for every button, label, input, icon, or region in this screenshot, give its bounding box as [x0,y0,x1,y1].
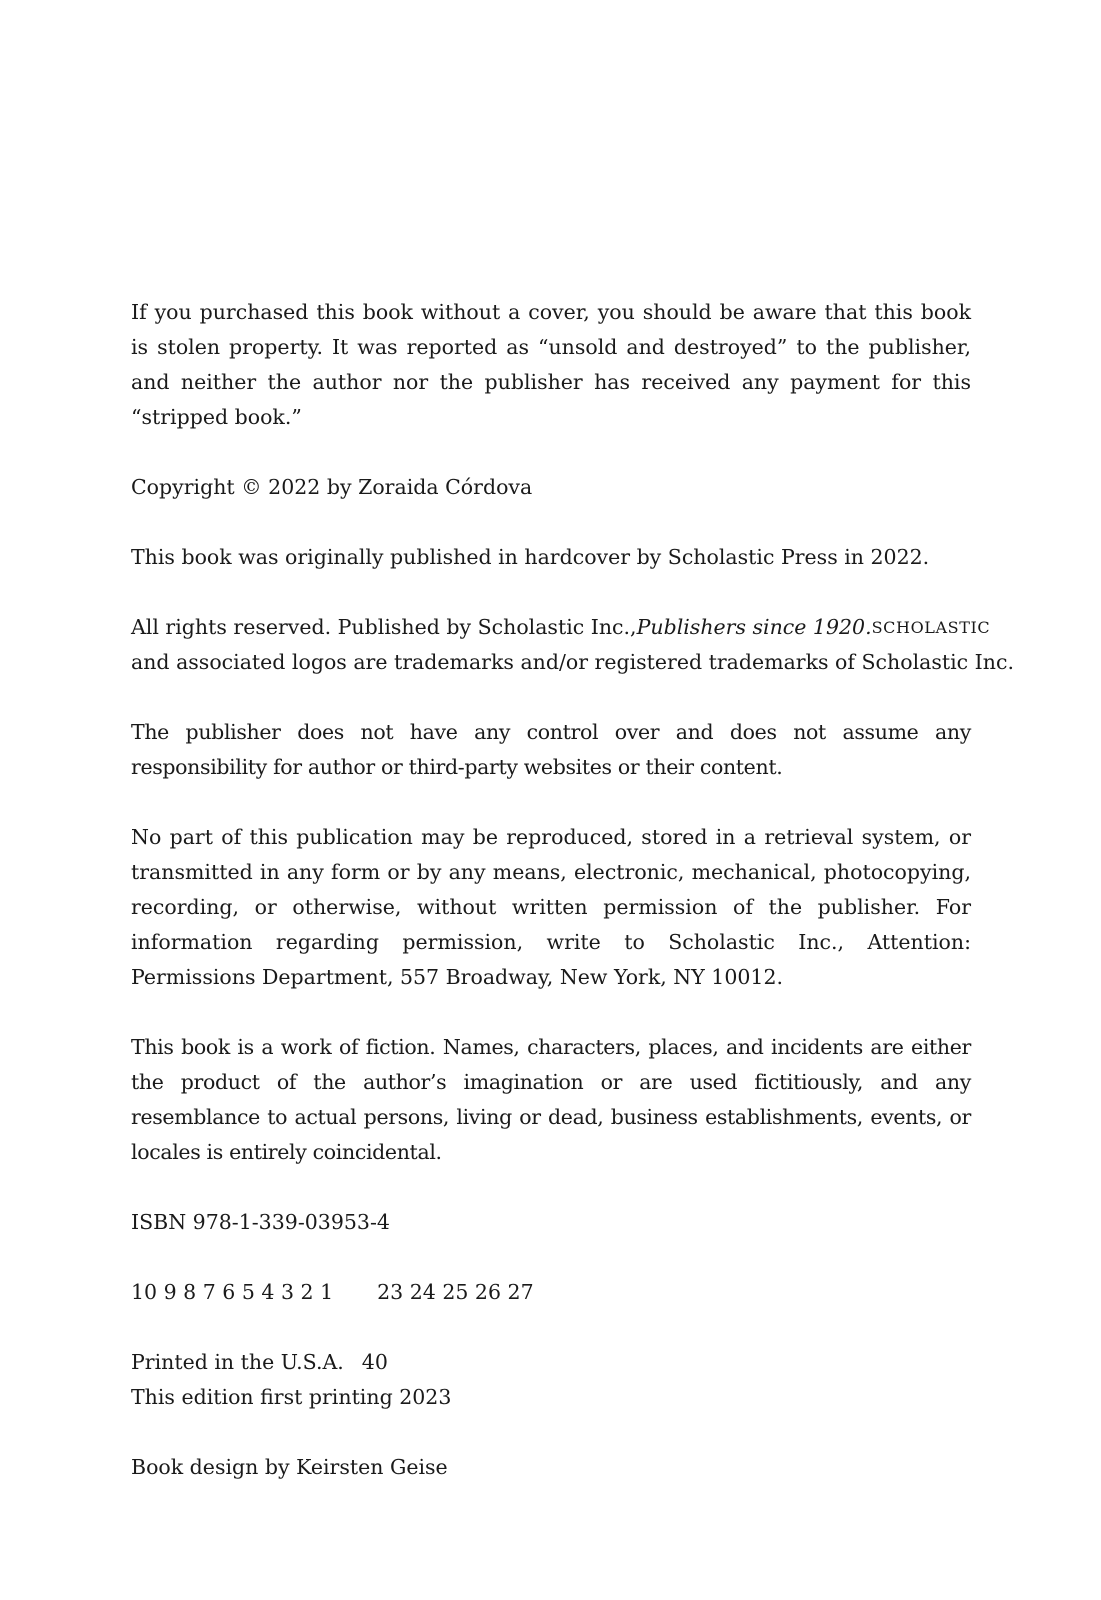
scholastic-brand: SCHOLASTIC [871,618,991,637]
printer-key-line [131,1275,971,1310]
copyright-page [131,295,1014,1520]
reproduction-notice: No part of this publication may be reproduced, stored in a retrieval system, or transmitted in any form or by any means, electronic, mechanical, photocopying, recording, or otherwise, without written permission of the publisher. For information regarding permission, write to Scholastic Inc., Attention: Permissions Department, 557 Broadway, New York, NY 10012. [131,825,971,989]
original-publication-line: This book was originally published in hardcover by Scholastic Press in 2022. [131,545,930,569]
rights-prefix: All rights reserved. Published by Scholastic Inc., [131,615,637,639]
isbn-line: ISBN 978-1-339-03953-4 [131,1210,390,1234]
rights-line-2: and associated logos are trademarks and/or registered trademarks of Scholastic Inc. [131,650,1014,674]
stripped-book-notice: If you purchased this book without a cover, you should be aware that this book is stolen property. It was reported as “unsold and destroyed” to the publisher, and neither the author nor the publisher has received any payment for this “stripped book.” [131,300,971,429]
rights-block [131,610,1014,680]
printer-code: 40 [361,1350,388,1374]
printed-country: Printed in the U.S.A. [131,1350,344,1374]
responsibility-notice: The publisher does not have any control over and does not assume any responsibility for author or third-party websites or their content. [131,720,971,779]
impression-numbers: 10 9 8 7 6 5 4 3 2 1 [131,1280,334,1304]
year-numbers: 23 24 25 26 27 [377,1280,534,1304]
design-credit: Book design by Keirsten Geise [131,1455,448,1479]
printing-block [131,1345,971,1415]
copyright-line: Copyright © 2022 by Zoraida Córdova [131,475,533,499]
rights-line-1 [131,610,991,645]
fiction-disclaimer: This book is a work of fiction. Names, characters, places, and incidents are either the product of the author’s imagination or are used fictitiously, and any resemblance to actual persons, living or dead, business establishments, events, or locales is entirely coincidental. [131,1035,971,1164]
publisher-tagline: Publishers since 1920. [636,615,872,639]
printed-line [131,1345,971,1380]
edition-line: This edition first printing 2023 [131,1385,452,1409]
